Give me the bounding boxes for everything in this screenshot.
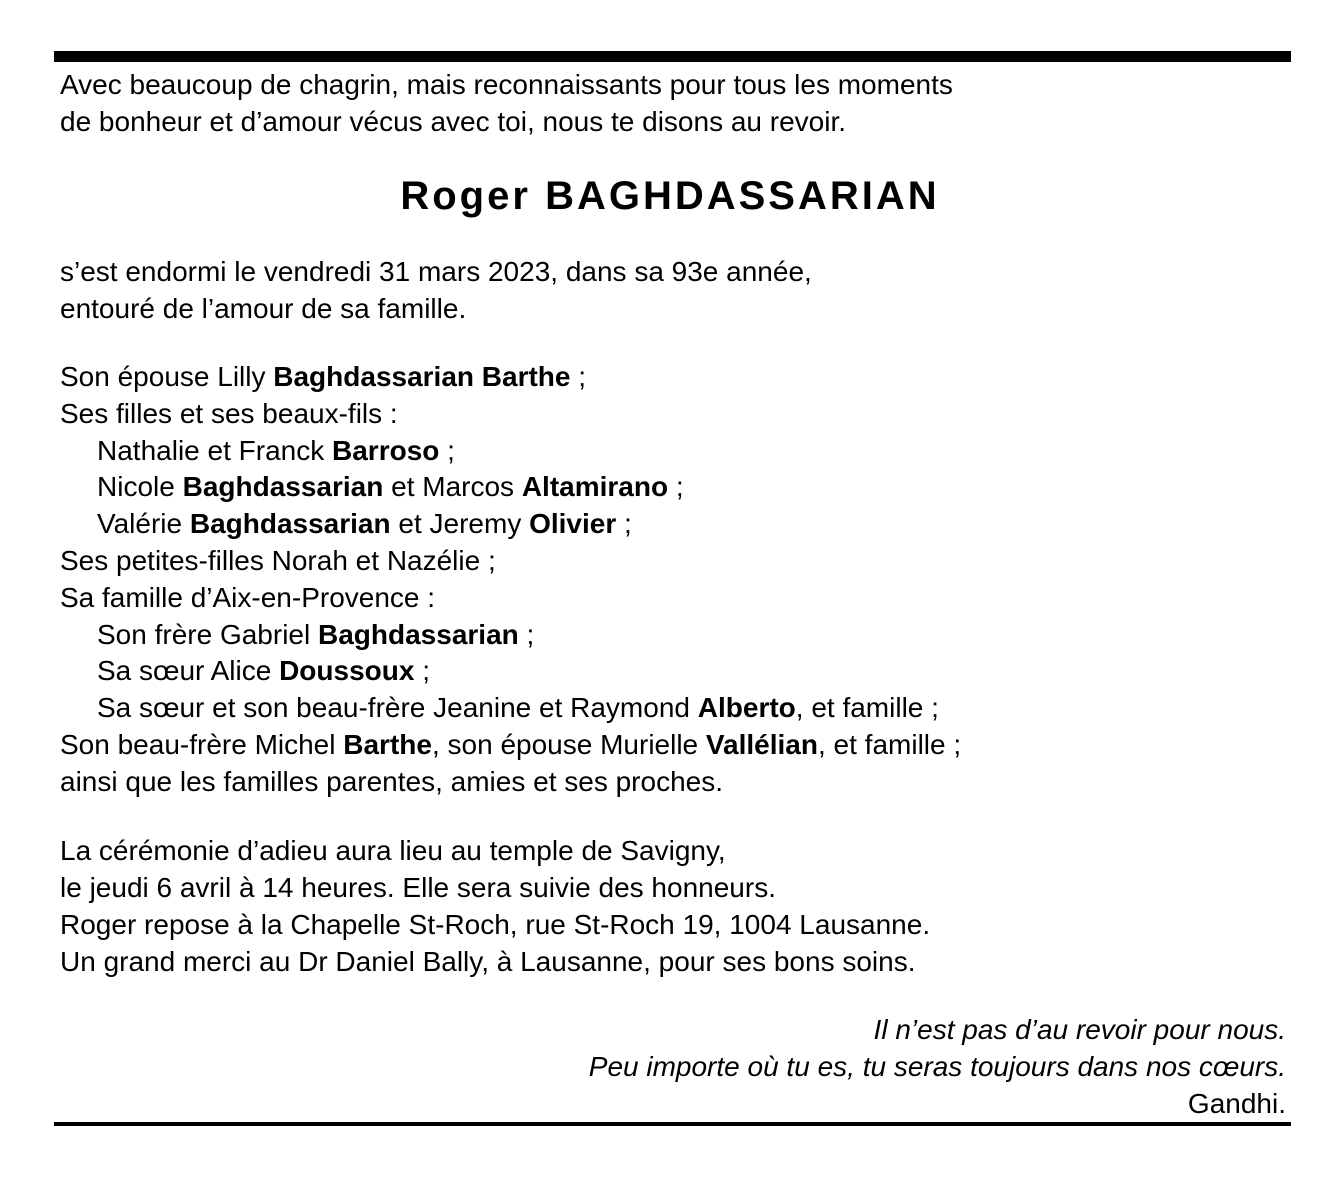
intro-line: de bonheur et d’amour vécus avec toi, nous te disons au revoir.: [60, 106, 847, 137]
ceremony-line: Roger repose à la Chapelle St-Roch, rue St-Roch 19, 1004 Lausanne.: [60, 909, 931, 940]
family-text: ;: [414, 655, 430, 687]
family-line-daughter: [60, 505, 961, 542]
family-text: , et famille ;: [817, 728, 962, 760]
family-text: Sa famille d’Aix-en-Provence :: [60, 581, 436, 613]
family-line-daughter: [60, 432, 961, 469]
ceremony-line: La cérémonie d’adieu aura lieu au temple de Savigny,: [60, 835, 726, 866]
closing-quote: [589, 1011, 1286, 1122]
family-text: Ses filles et ses beaux-fils :: [60, 397, 398, 429]
family-text: et Marcos: [383, 471, 522, 503]
family-surname: Baghdassarian: [189, 508, 391, 540]
family-text: ;: [570, 361, 587, 392]
family-text: Sa sœur Alice: [97, 655, 280, 687]
family-text: Nicole: [97, 471, 183, 503]
family-line-spouse: [60, 358, 961, 395]
family-text: , son épouse Murielle: [431, 728, 706, 760]
family-text: ;: [439, 434, 455, 466]
family-surname: Doussoux: [279, 655, 415, 687]
family-line-brother: [60, 616, 961, 653]
bottom-divider: [54, 1122, 1291, 1126]
family-surname: Vallélian: [705, 728, 818, 760]
family-text: ainsi que les familles parentes, amies et ses proches.: [60, 765, 723, 797]
family-line-daughter: [60, 468, 961, 505]
family-text: ;: [668, 471, 684, 503]
ceremony-paragraph: [60, 832, 930, 980]
family-text: , et famille ;: [795, 692, 939, 724]
top-divider: [54, 51, 1291, 62]
deceased-last-name: BAGHDASSARIAN: [545, 174, 940, 218]
family-text: Nathalie et Franck: [97, 434, 332, 466]
family-line-granddaughters: [60, 542, 961, 579]
quote-line: Peu importe où tu es, tu seras toujours dans nos cœurs.: [588, 1051, 1286, 1082]
family-surname: Baghdassarian: [318, 618, 519, 650]
family-surname: Alberto: [697, 692, 796, 724]
deceased-first-name: Roger: [400, 174, 531, 218]
deceased-name: [0, 172, 1340, 220]
family-text: Valérie: [97, 508, 190, 540]
announcement-line: entouré de l’amour de sa famille.: [60, 293, 467, 324]
family-surname: Baghdassarian: [182, 471, 384, 503]
family-surname: Olivier: [529, 508, 617, 540]
quote-line: Il n’est pas d’au revoir pour nous.: [873, 1014, 1286, 1045]
family-line-others: [60, 763, 961, 800]
family-line-brother-in-law: [60, 726, 961, 763]
family-line-sister: [60, 689, 961, 726]
family-text: Son frère Gabriel: [97, 618, 318, 650]
quote-author: Gandhi.: [1187, 1088, 1286, 1119]
intro-paragraph: [60, 66, 953, 140]
announcement-line: s’est endormi le vendredi 31 mars 2023, dans sa 93e année,: [60, 256, 812, 287]
ceremony-line: Un grand merci au Dr Daniel Bally, à Lausanne, pour ses bons soins.: [60, 946, 916, 977]
family-text: ;: [518, 618, 535, 650]
family-text: Ses petites-filles Norah et Nazélie ;: [60, 544, 496, 576]
family-surname: Barroso: [332, 434, 440, 466]
intro-line: Avec beaucoup de chagrin, mais reconnaissants pour tous les moments: [60, 69, 953, 100]
family-list: [60, 358, 961, 800]
family-line-aix-heading: [60, 579, 961, 616]
family-text: Son beau-frère Michel: [60, 728, 344, 760]
family-text: et Jeremy: [390, 508, 530, 540]
family-text: Sa sœur et son beau-frère Jeanine et Raymond: [97, 692, 698, 724]
announcement-paragraph: [60, 253, 812, 327]
family-text: ;: [616, 508, 632, 540]
family-text: Son épouse Lilly: [60, 361, 274, 392]
family-surname: Baghdassarian Barthe: [273, 361, 571, 392]
family-line-daughters-heading: [60, 395, 961, 432]
family-surname: Barthe: [343, 728, 432, 760]
family-line-sister: [60, 652, 961, 689]
ceremony-line: le jeudi 6 avril à 14 heures. Elle sera suivie des honneurs.: [60, 872, 776, 903]
family-surname: Altamirano: [521, 471, 669, 503]
